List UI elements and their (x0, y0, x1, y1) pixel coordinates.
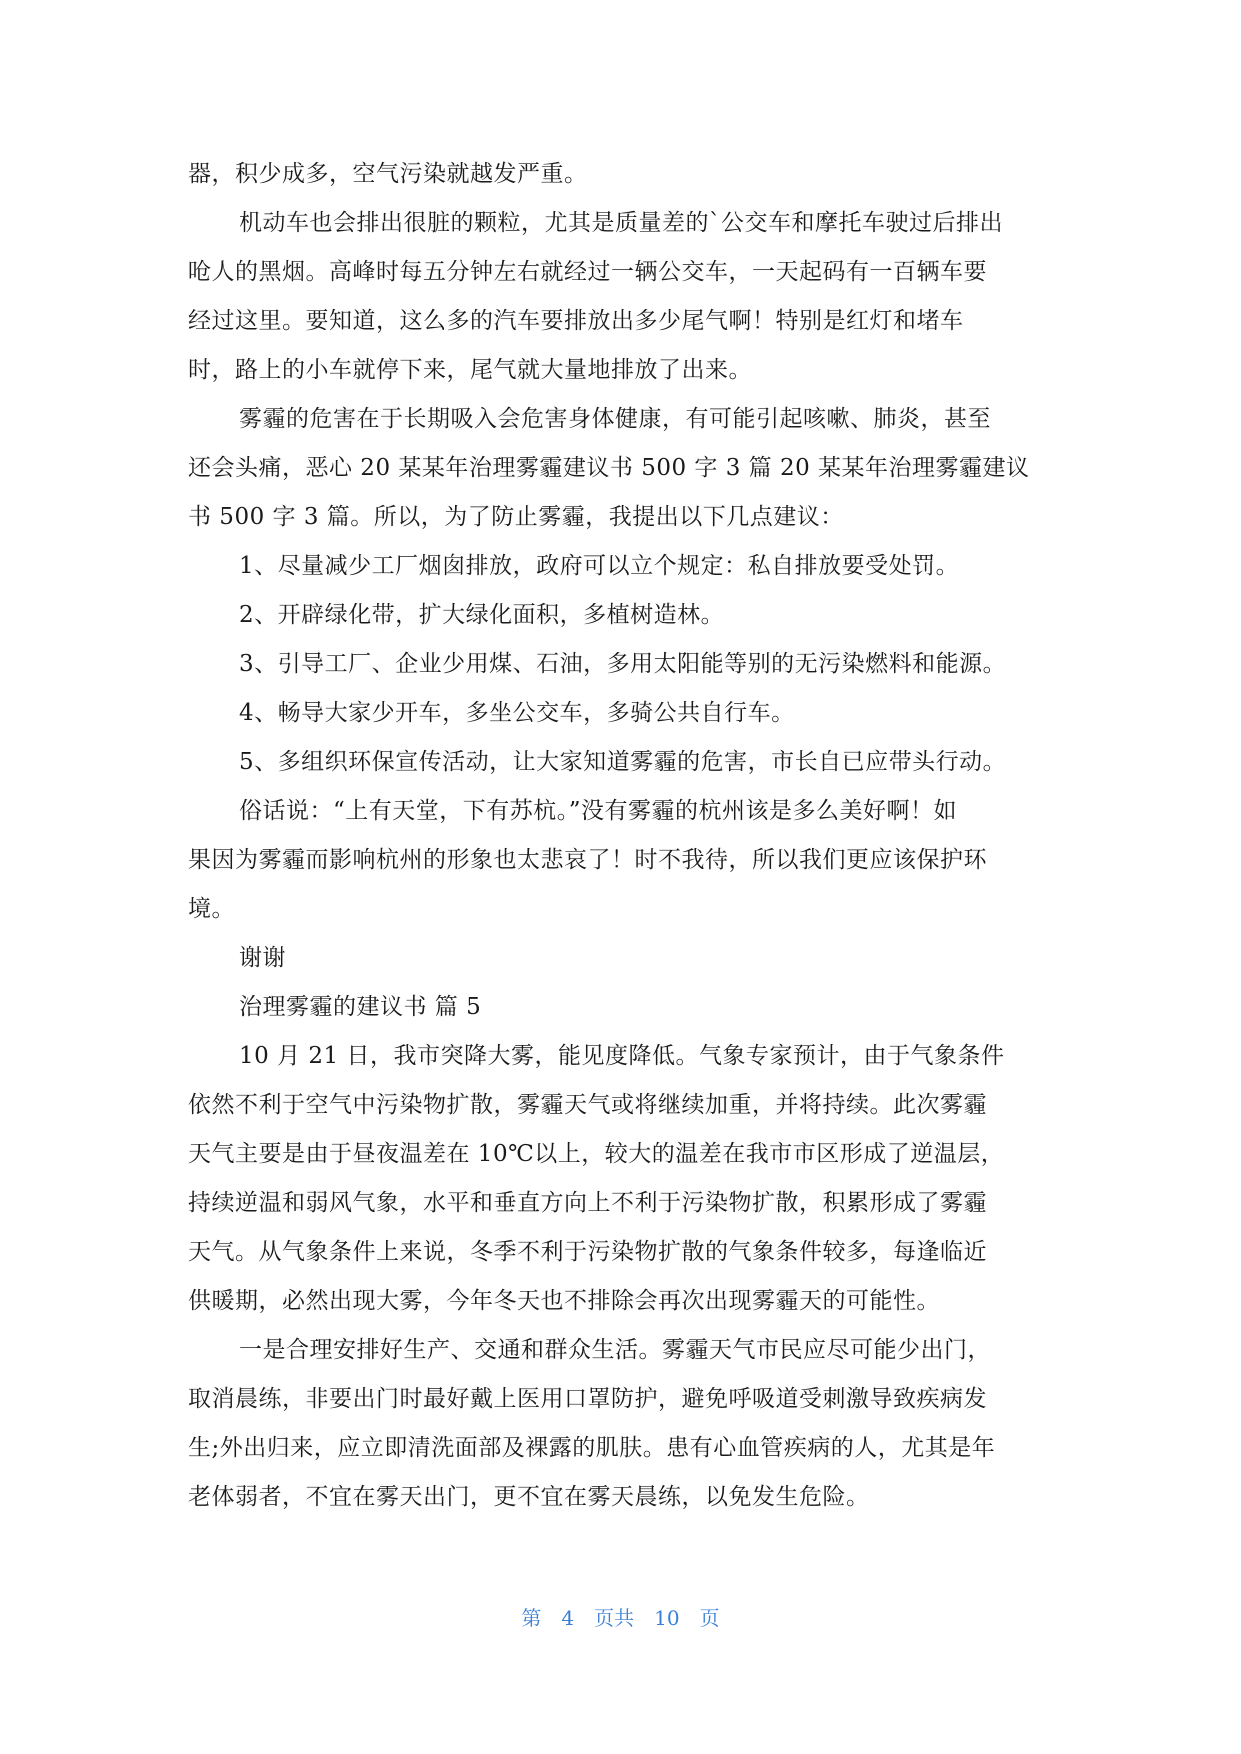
page-footer (0, 1602, 1241, 1631)
text-line: 4、畅导大家少开车，多坐公交车，多骑公共自行车。 (239, 700, 795, 726)
footer-prefix: 第 (521, 1606, 542, 1630)
text-line: 取消晨练，非要出门时最好戴上医用口罩防护，避免呼吸道受刺激导致疾病发 (188, 1386, 987, 1412)
text-line: 谢谢 (239, 945, 286, 971)
text-line: 器，积少成多，空气污染就越发严重。 (188, 161, 588, 187)
text-line: 5、多组织环保宣传活动，让大家知道雾霾的危害，市长自已应带头行动。 (239, 749, 1007, 775)
text-line: 老体弱者，不宜在雾天出门，更不宜在雾天晨练，以免发生危险。 (188, 1484, 870, 1510)
text-line: 书 500 字 3 篇。所以，为了防止雾霾，我提出以下几点建议： (188, 504, 844, 530)
footer-total-pages: 10 (654, 1606, 680, 1630)
text-line: 2、开辟绿化带，扩大绿化面积，多植树造林。 (239, 602, 725, 628)
text-line: 生;外出归来，应立即清洗面部及裸露的肌肤。患有心血管疾病的人，尤其是年 (188, 1435, 996, 1461)
document-body (188, 150, 1056, 1522)
text-line: 雾霾的危害在于长期吸入会危害身体健康，有可能引起咳嗽、肺炎，甚至 (239, 406, 991, 432)
text-line: 机动车也会排出很脏的颗粒，尤其是质量差的`公交车和摩托车驶过后排出 (239, 210, 1003, 236)
text-line: 治理雾霾的建议书 篇 5 (239, 994, 482, 1020)
text-line: 持续逆温和弱风气象，水平和垂直方向上不利于污染物扩散，积累形成了雾霾 (188, 1190, 987, 1216)
text-line: 10 月 21 日，我市突降大雾，能见度降低。气象专家预计，由于气象条件 (239, 1043, 1005, 1069)
text-line: 果因为雾霾而影响杭州的形象也太悲哀了！时不我待，所以我们更应该保护环 (188, 847, 987, 873)
text-line: 供暖期，必然出现大雾，今年冬天也不排除会再次出现雾霾天的可能性。 (188, 1288, 940, 1314)
footer-suffix: 页 (699, 1606, 720, 1630)
text-line: 一是合理安排好生产、交通和群众生活。雾霾天气市民应尽可能少出门， (239, 1337, 991, 1363)
text-line: 3、引导工厂、企业少用煤、石油，多用太阳能等别的无污染燃料和能源。 (239, 651, 1007, 677)
text-line: 俗话说：“上有天堂，下有苏杭。”没有雾霾的杭州该是多么美好啊！如 (239, 798, 958, 824)
text-line: 还会头痛，恶心 20 某某年治理雾霾建议书 500 字 3 篇 20 某某年治理雾霾建议 (188, 455, 1030, 481)
text-line: 呛人的黑烟。高峰时每五分钟左右就经过一辆公交车，一天起码有一百辆车要 (188, 259, 987, 285)
text-line: 1、尽量减少工厂烟囱排放，政府可以立个规定：私自排放要受处罚。 (239, 553, 960, 579)
text-line: 天气。从气象条件上来说，冬季不利于污染物扩散的气象条件较多，每逢临近 (188, 1239, 987, 1265)
footer-middle: 页共 (594, 1606, 635, 1630)
text-line: 天气主要是由于昼夜温差在 10℃以上，较大的温差在我市市区形成了逆温层， (188, 1141, 1005, 1167)
text-line: 经过这里。要知道，这么多的汽车要排放出多少尾气啊！特别是红灯和堵车 (188, 308, 964, 334)
text-line: 时，路上的小车就停下来，尾气就大量地排放了出来。 (188, 357, 752, 383)
text-line: 境。 (188, 896, 235, 922)
text-line: 依然不利于空气中污染物扩散，雾霾天气或将继续加重，并将持续。此次雾霾 (188, 1092, 987, 1118)
footer-current-page: 4 (561, 1606, 575, 1630)
